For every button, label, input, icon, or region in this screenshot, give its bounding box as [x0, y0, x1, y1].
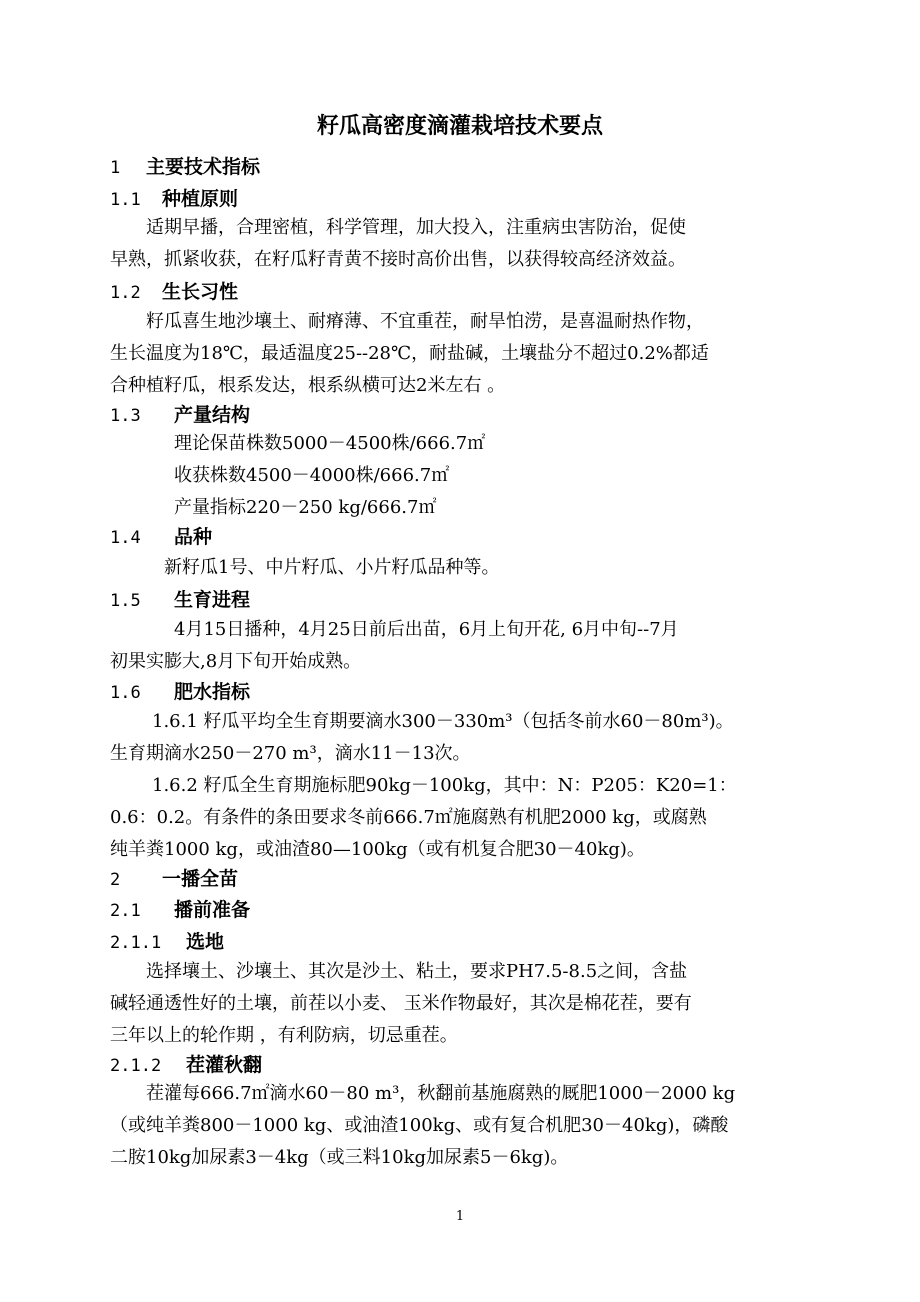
- paragraph-line: 生育期滴水250－270 m³，滴水11－13次。: [110, 743, 471, 764]
- paragraph-line: 合种植籽瓜，根系发达，根系纵横可达2米左右 。: [110, 375, 506, 396]
- paragraph-line: 4月15日播种，4月25日前后出苗，6月上旬开花, 6月中旬--7月: [174, 619, 679, 640]
- section-title: 产量结构: [174, 404, 251, 426]
- paragraph-line: 生长温度为18℃，最适温度25--28℃，耐盐碱，土壤盐分不超过0.2%都适: [110, 343, 709, 364]
- section-title: 肥水指标: [174, 681, 251, 703]
- section-number: 2.1.2: [110, 1056, 162, 1076]
- paragraph-line: 二胺10kg加尿素3－4kg（或三料10kg加尿素5－6kg)。: [110, 1147, 569, 1168]
- paragraph-line: 茬灌每666.7㎡滴水60－80 m³，秋翻前基施腐熟的厩肥1000－2000 kg: [146, 1083, 736, 1104]
- paragraph-line: 籽瓜喜生地沙壤土、耐瘠薄、不宜重茬，耐旱怕涝，是喜温耐热作物，: [146, 311, 704, 332]
- section-1-5-heading: [110, 586, 250, 615]
- page-number: 1: [455, 1209, 465, 1224]
- paragraph-line: 三年以上的轮作期 ，有利防病，切忌重茬。: [110, 1025, 458, 1046]
- paragraph-line: 适期早播，合理密植，科学管理，加大投入，注重病虫害防治，促使: [146, 217, 686, 238]
- section-title: 品种: [174, 526, 213, 548]
- paragraph-line: 初果实膨大,8月下旬开始成熟。: [110, 651, 362, 672]
- section-2-1-heading: [110, 896, 250, 925]
- document-title: 籽瓜高密度滴灌栽培技术要点: [316, 114, 603, 139]
- paragraph-line: 新籽瓜1号、中片籽瓜、小片籽瓜品种等。: [164, 557, 500, 578]
- paragraph-line: 0.6：0.2。有条件的条田要求冬前666.7㎡施腐熟有机肥2000 kg，或腐熟: [110, 807, 707, 828]
- section-2-heading: [110, 865, 238, 894]
- section-number: 1: [110, 158, 121, 178]
- section-number: 1.4: [110, 528, 141, 548]
- section-1-3-heading: [110, 401, 250, 430]
- section-number: 1.6: [110, 683, 141, 703]
- yield-item: 收获株数4500－4000株/666.7㎡: [174, 465, 450, 486]
- paragraph-line: 选择壤土、沙壤土、其次是沙土、粘土，要求PH7.5-8.5之间，含盐: [146, 961, 688, 982]
- section-number: 1.2: [110, 283, 141, 303]
- section-number: 2: [110, 870, 121, 890]
- section-title: 种植原则: [162, 188, 239, 210]
- section-number: 2.1: [110, 901, 141, 921]
- section-title: 生长习性: [162, 281, 239, 303]
- section-number: 1.5: [110, 591, 141, 611]
- paragraph-line: 1.6.1 籽瓜平均全生育期要滴水300－330m³（包括冬前水60－80m³)。: [152, 711, 734, 732]
- section-title: 选地: [186, 931, 225, 953]
- section-1-6-heading: [110, 678, 250, 707]
- section-2-1-2-heading: [110, 1051, 262, 1080]
- section-number: 2.1.1: [110, 933, 162, 953]
- section-title: 茬灌秋翻: [186, 1054, 263, 1076]
- section-number: 1.3: [110, 406, 141, 426]
- section-1-4-heading: [110, 523, 212, 552]
- section-title: 播前准备: [174, 899, 251, 921]
- paragraph-line: （或纯羊粪800－1000 kg、或油渣100kg、或有复合机肥30－40kg)，磷酸: [110, 1115, 729, 1136]
- paragraph-line: 碱轻通透性好的土壤，前茬以小麦、 玉米作物最好，其次是棉花茬，要有: [110, 993, 692, 1014]
- section-title: 一播全苗: [162, 868, 239, 890]
- paragraph-line: 早熟，抓紧收获，在籽瓜籽青黄不接时高价出售，以获得较高经济效益。: [110, 249, 686, 270]
- paragraph-line: 1.6.2 籽瓜全生育期施标肥90kg－100kg，其中：N：P205：K20=1：: [152, 775, 737, 796]
- section-title: 主要技术指标: [146, 156, 261, 178]
- section-number: 1.1: [110, 190, 141, 210]
- section-1-1-heading: [110, 185, 238, 214]
- section-1-2-heading: [110, 278, 238, 307]
- yield-item: 产量指标220－250 kg/666.7㎡: [174, 497, 437, 518]
- section-title: 生育进程: [174, 589, 251, 611]
- section-2-1-1-heading: [110, 928, 224, 957]
- yield-item: 理论保苗株数5000－4500株/666.7㎡: [174, 433, 486, 454]
- paragraph-line: 纯羊粪1000 kg，或油渣80—100kg（或有机复合肥30－40kg)。: [110, 839, 645, 860]
- section-1-heading: [110, 153, 260, 182]
